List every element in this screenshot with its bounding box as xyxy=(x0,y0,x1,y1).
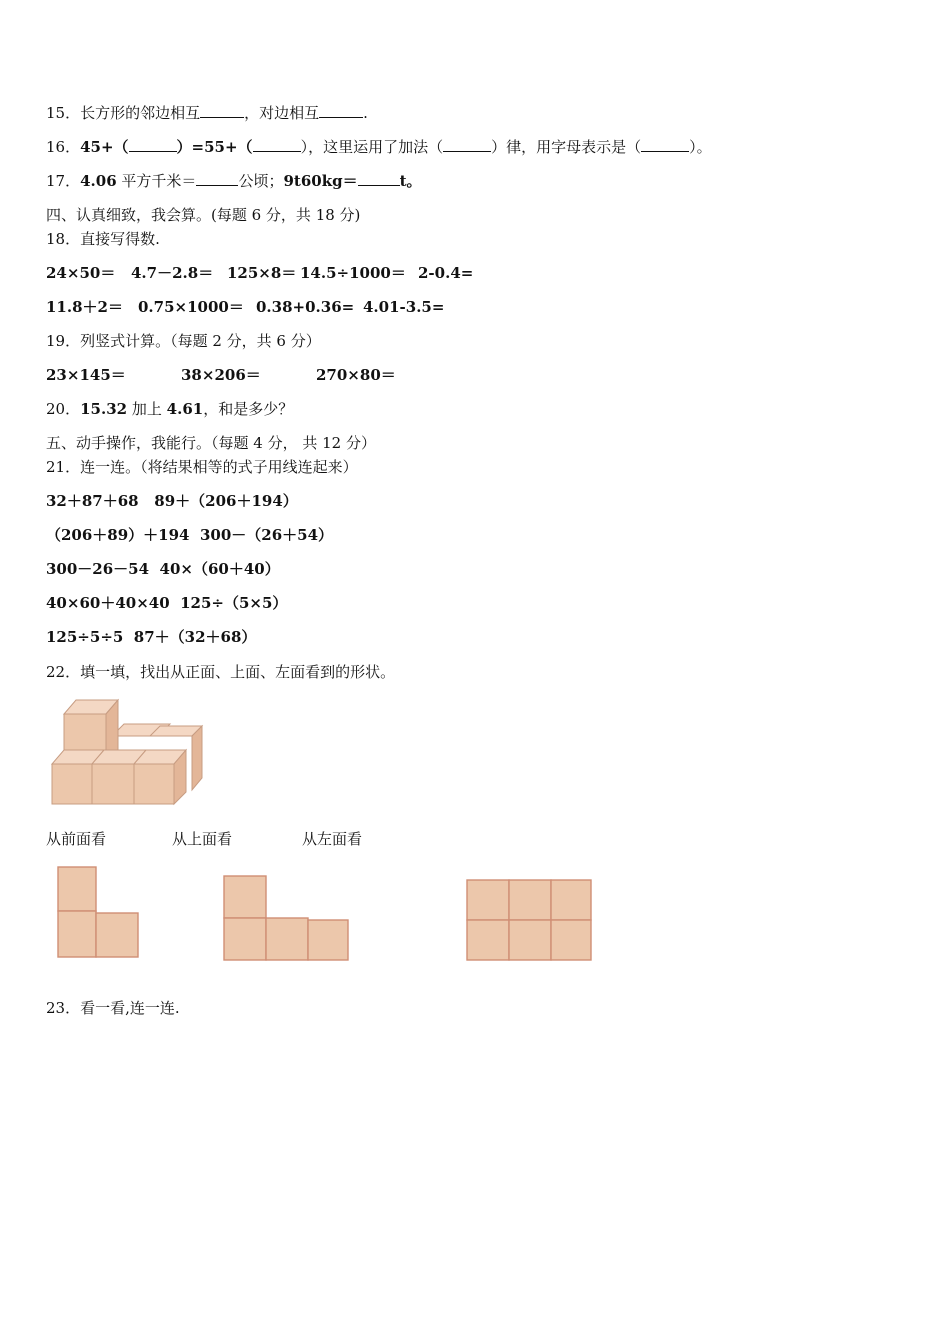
question-text: . xyxy=(363,104,368,122)
calc-item: 0.75×1000＝ xyxy=(138,298,244,316)
calc-item: 24×50＝ xyxy=(46,264,116,282)
calc-item: 4.7－2.8＝ xyxy=(131,264,214,282)
match-row xyxy=(46,525,333,545)
answer-blank[interactable] xyxy=(443,137,491,152)
question-text: 4.61 xyxy=(166,400,204,418)
match-left[interactable]: 125÷5÷5 xyxy=(46,628,124,646)
answer-blank[interactable] xyxy=(358,171,400,186)
match-right[interactable]: 89＋（206＋194） xyxy=(154,492,298,510)
answer-blank[interactable] xyxy=(196,171,238,186)
match-left[interactable]: 40×60＋40×40 xyxy=(46,594,170,612)
question-text: 9t60kg＝ xyxy=(283,172,358,190)
answer-blank[interactable] xyxy=(129,137,177,152)
view-shape-3[interactable] xyxy=(465,878,595,962)
section-4-title: 四、认真细致，我会算。(每题 6 分，共 18 分) xyxy=(46,206,361,224)
view-shape-2[interactable] xyxy=(222,874,352,964)
question-20 xyxy=(46,399,293,419)
match-right[interactable]: 125÷（5×5） xyxy=(180,594,288,612)
calc-item: 4.01-3.5= xyxy=(363,298,445,316)
match-right[interactable]: 300－（26＋54） xyxy=(199,526,334,544)
view-label-front: 从前面看 xyxy=(46,830,107,848)
question-23-title: 23．看一看,连一连. xyxy=(46,999,180,1017)
answer-blank[interactable] xyxy=(319,103,363,118)
calc-item: 23×145＝ xyxy=(46,366,126,384)
calc-item: 270×80＝ xyxy=(316,366,396,384)
question-15 xyxy=(46,103,368,123)
answer-blank[interactable] xyxy=(641,137,689,152)
question-text: 加上 xyxy=(131,400,162,418)
question-16 xyxy=(46,137,712,157)
question-18-title: 18．直接写得数. xyxy=(46,230,160,248)
question-text: 公顷； xyxy=(238,172,284,190)
match-row xyxy=(46,593,287,613)
question-21-title: 21．连一连。（将结果相等的式子用线连起来） xyxy=(46,458,358,476)
question-text: 4.06 xyxy=(80,172,117,190)
match-row xyxy=(46,627,256,647)
match-left[interactable]: 32＋87＋68 xyxy=(46,492,139,510)
question-19-items xyxy=(46,365,396,385)
view-label-top: 从上面看 xyxy=(172,830,233,848)
calc-item: 11.8＋2＝ xyxy=(46,298,123,316)
calc-item: 38×206＝ xyxy=(181,366,261,384)
match-row xyxy=(46,491,298,511)
question-22-title: 22．填一填，找出从正面、上面、左面看到的形状。 xyxy=(46,663,396,681)
question-19-title: 19．列竖式计算。（每题 2 分，共 6 分） xyxy=(46,332,321,350)
view-shape-1[interactable] xyxy=(56,866,142,960)
answer-blank[interactable] xyxy=(253,137,301,152)
view-label-left: 从左面看 xyxy=(302,830,363,848)
answer-blank[interactable] xyxy=(200,103,244,118)
question-number: 20． xyxy=(46,400,81,418)
question-text: 长方形的邻边相互 xyxy=(80,104,201,122)
question-text: ），这里运用了加法（ xyxy=(300,138,444,156)
question-text: ，对边相互 xyxy=(244,104,320,122)
question-text: 平方千米＝ xyxy=(121,172,197,190)
question-18-row-1 xyxy=(46,263,473,283)
question-18-row-2 xyxy=(46,297,444,317)
match-right[interactable]: 40×（60＋40） xyxy=(159,560,280,578)
calc-item: 2-0.4= xyxy=(418,264,474,282)
question-text: ）律，用字母表示是（ xyxy=(491,138,642,156)
calc-item: 125×8＝ xyxy=(227,264,297,282)
match-right[interactable]: 87＋（32＋68） xyxy=(133,628,257,646)
question-number: 15． xyxy=(46,104,81,122)
question-17 xyxy=(46,171,422,191)
question-text: 15.32 xyxy=(80,400,128,418)
match-row xyxy=(46,559,280,579)
cube-stack-illustration xyxy=(50,694,206,808)
match-left[interactable]: 300－26－54 xyxy=(46,560,150,578)
question-number: 16． xyxy=(46,138,81,156)
question-number: 17． xyxy=(46,172,81,190)
question-text: ）。 xyxy=(689,138,712,156)
question-text: ，和是多少？ xyxy=(203,400,294,418)
calc-item: 0.38+0.36= xyxy=(256,298,355,316)
match-left[interactable]: （206＋89）＋194 xyxy=(46,526,190,544)
question-text: 45+（ xyxy=(80,138,129,156)
section-5-title: 五、动手操作，我能行。（每题 4 分， 共 12 分） xyxy=(46,434,376,452)
question-text: t。 xyxy=(399,172,422,190)
calc-item: 14.5÷1000＝ xyxy=(300,264,406,282)
question-text: ）=55+（ xyxy=(176,138,253,156)
